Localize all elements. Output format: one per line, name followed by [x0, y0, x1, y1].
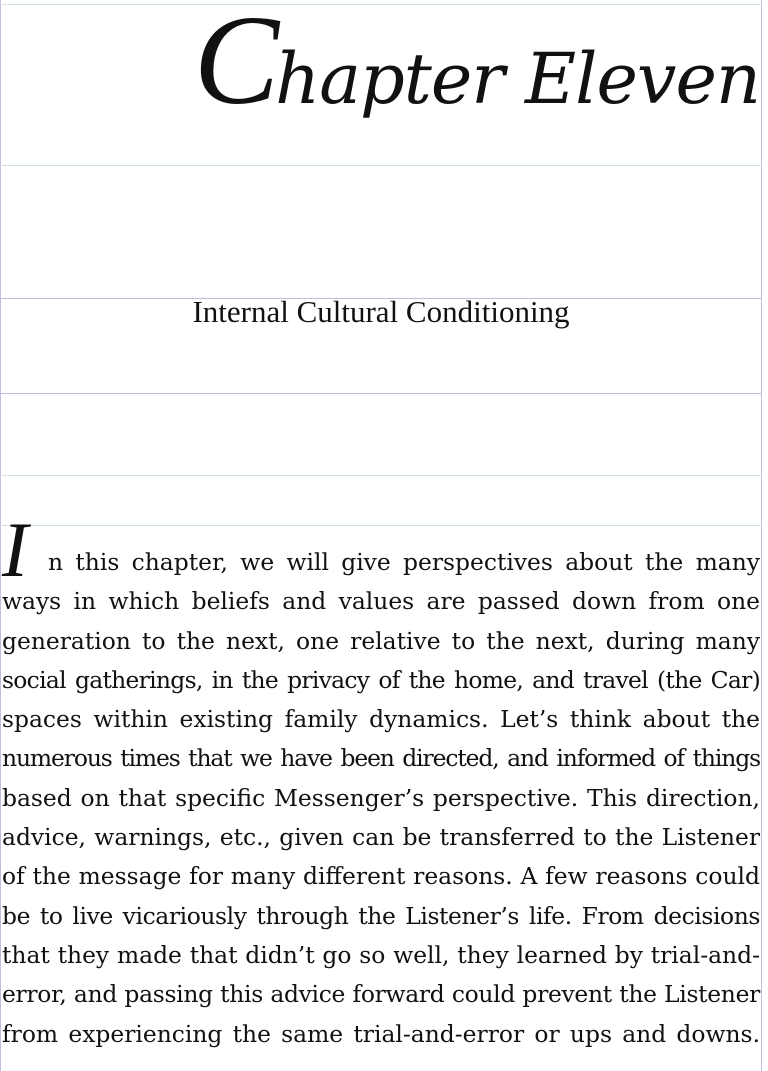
body-line: based on that specific Messenger’s perspective. This direction, — [2, 783, 760, 812]
body-line: error, and passing this advice forward could prevent the Listener — [2, 980, 760, 1009]
guide-line — [0, 475, 762, 476]
body-line: advice, warnings, etc., given can be transferred to the Listener — [2, 823, 760, 852]
body-line: from experiencing the same trial-and-error or ups and downs. — [2, 1019, 760, 1048]
body-line: numerous times that we have been directed, and informed of things — [2, 744, 760, 773]
chapter-title-rest: hapter Eleven — [275, 38, 760, 120]
drop-cap-text: I — [2, 510, 28, 590]
chapter-title — [193, 0, 760, 131]
body-line: of the message for many different reasons. A few reasons could — [2, 862, 760, 891]
chapter-title-initial: C — [193, 0, 276, 131]
page-right-margin-guide — [761, 0, 762, 1071]
section-title: Internal Cultural Conditioning — [192, 294, 570, 329]
chapter-body — [2, 543, 760, 1054]
body-line: ways in which beliefs and values are passed down from one — [2, 587, 760, 616]
body-line: be to live vicariously through the Listener’s life. From decisions — [2, 901, 760, 930]
body-line: that they made that didn’t go so well, they learned by trial-and- — [2, 940, 760, 969]
body-line: social gatherings, in the privacy of the home, and travel (the Car) — [2, 665, 760, 694]
body-line: generation to the next, one relative to the next, during many — [2, 626, 760, 655]
body-line: spaces within existing family dynamics. Let’s think about the — [2, 705, 760, 734]
body-line: n this chapter, we will give perspectives about the many — [48, 548, 760, 576]
guide-line — [0, 165, 762, 166]
guide-line — [0, 525, 762, 526]
